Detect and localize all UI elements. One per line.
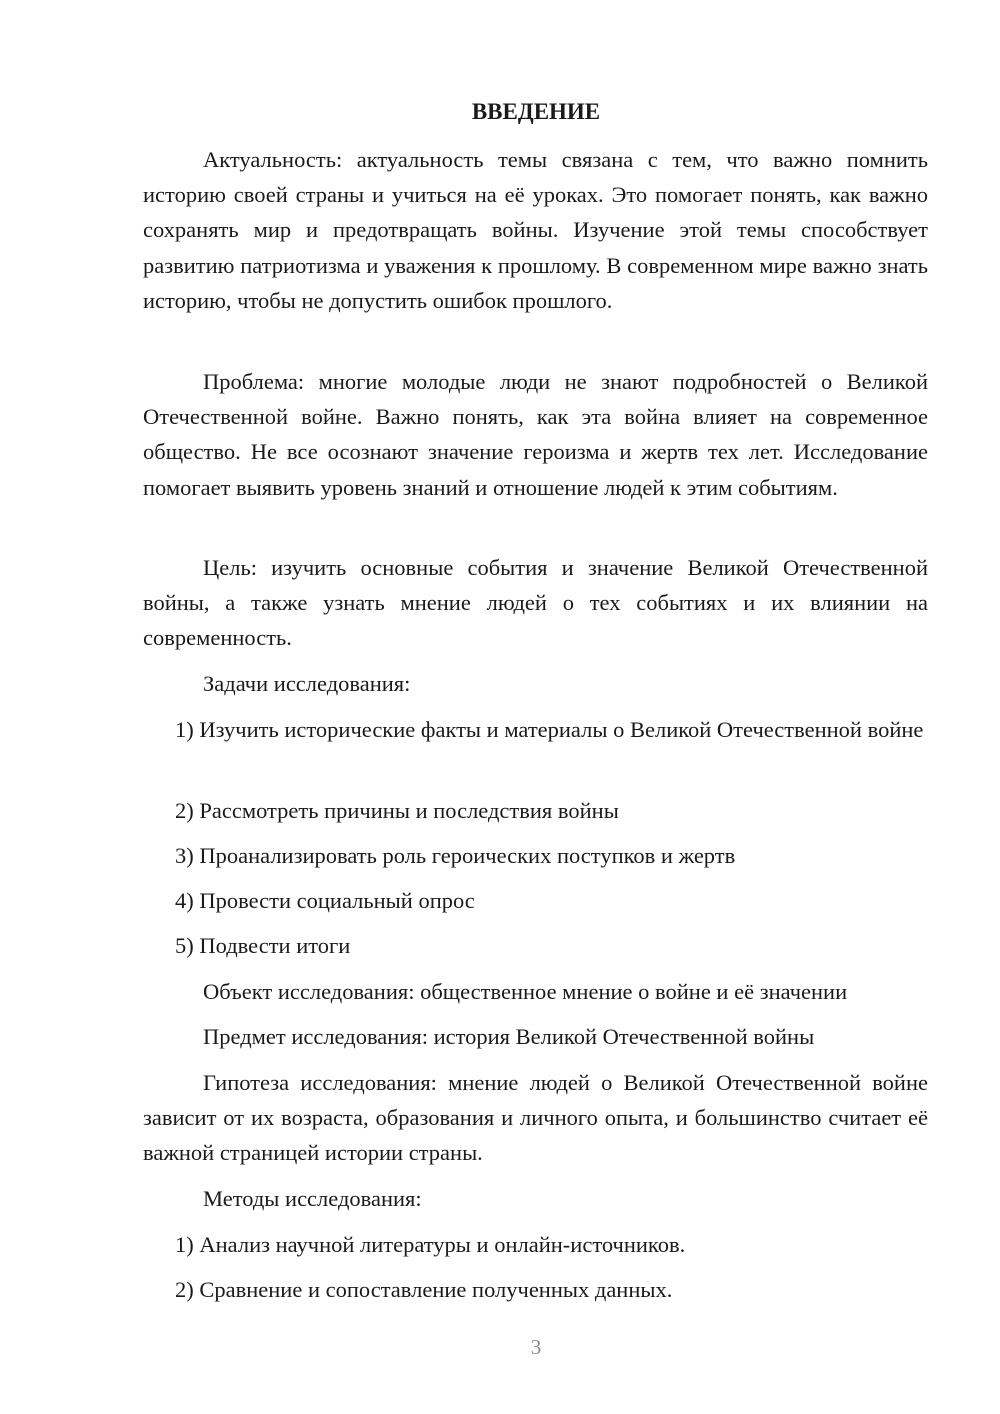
task-item-5: 5) Подвести итоги bbox=[175, 933, 351, 958]
research-object: Объект исследования: общественное мнение о войне и её значении bbox=[203, 979, 848, 1004]
task-item-4: 4) Провести социальный опрос bbox=[175, 888, 475, 913]
hypothesis-paragraph: Гипотеза исследования: мнение людей о Великой Отечественной войне зависит от их возраста, образования и личного опыта, и большинство считает её важной страницей истории страны. bbox=[143, 1070, 928, 1166]
task-item-3: 3) Проанализировать роль героических поступков и жертв bbox=[175, 843, 736, 868]
tasks-title: Задачи исследования: bbox=[203, 671, 411, 696]
method-item-1: 1) Анализ научной литературы и онлайн-источников. bbox=[175, 1232, 686, 1257]
task-item-2: 2) Рассмотреть причины и последствия войны bbox=[175, 798, 619, 823]
relevance-paragraph: Актуальность: актуальность темы связана с тем, что важно помнить историю своей страны и учиться на её уроках. Это помогает понять, как важно сохранять мир и предотвращать войны. Изучение этой темы способствует развитию патриотизма и уважения к прошлому. В современном мире важно знать историю, чтобы не допустить ошибок прошлого. bbox=[143, 147, 928, 313]
research-subject: Предмет исследования: история Великой Отечественной войны bbox=[203, 1024, 815, 1049]
goal-paragraph: Цель: изучить основные события и значение Великой Отечественной войны, а также узнать мнение людей о тех событиях и их влиянии на современность. bbox=[143, 555, 928, 651]
section-heading: ВВЕДЕНИЕ bbox=[471, 99, 601, 124]
method-item-2: 2) Сравнение и сопоставление полученных данных. bbox=[175, 1277, 673, 1302]
problem-paragraph: Проблема: многие молодые люди не знают подробностей о Великой Отечественной войне. Важно понять, как эта война влияет на современное общество. Не все осознают значение героизма и жертв тех лет. Исследование помогает выявить уровень знаний и отношение людей к этим событиям. bbox=[143, 369, 928, 500]
task-item-1: 1) Изучить исторические факты и материалы о Великой Отечественной войне bbox=[175, 717, 924, 742]
methods-title: Методы исследования: bbox=[203, 1186, 422, 1211]
page-number: 3 bbox=[530, 1335, 542, 1359]
